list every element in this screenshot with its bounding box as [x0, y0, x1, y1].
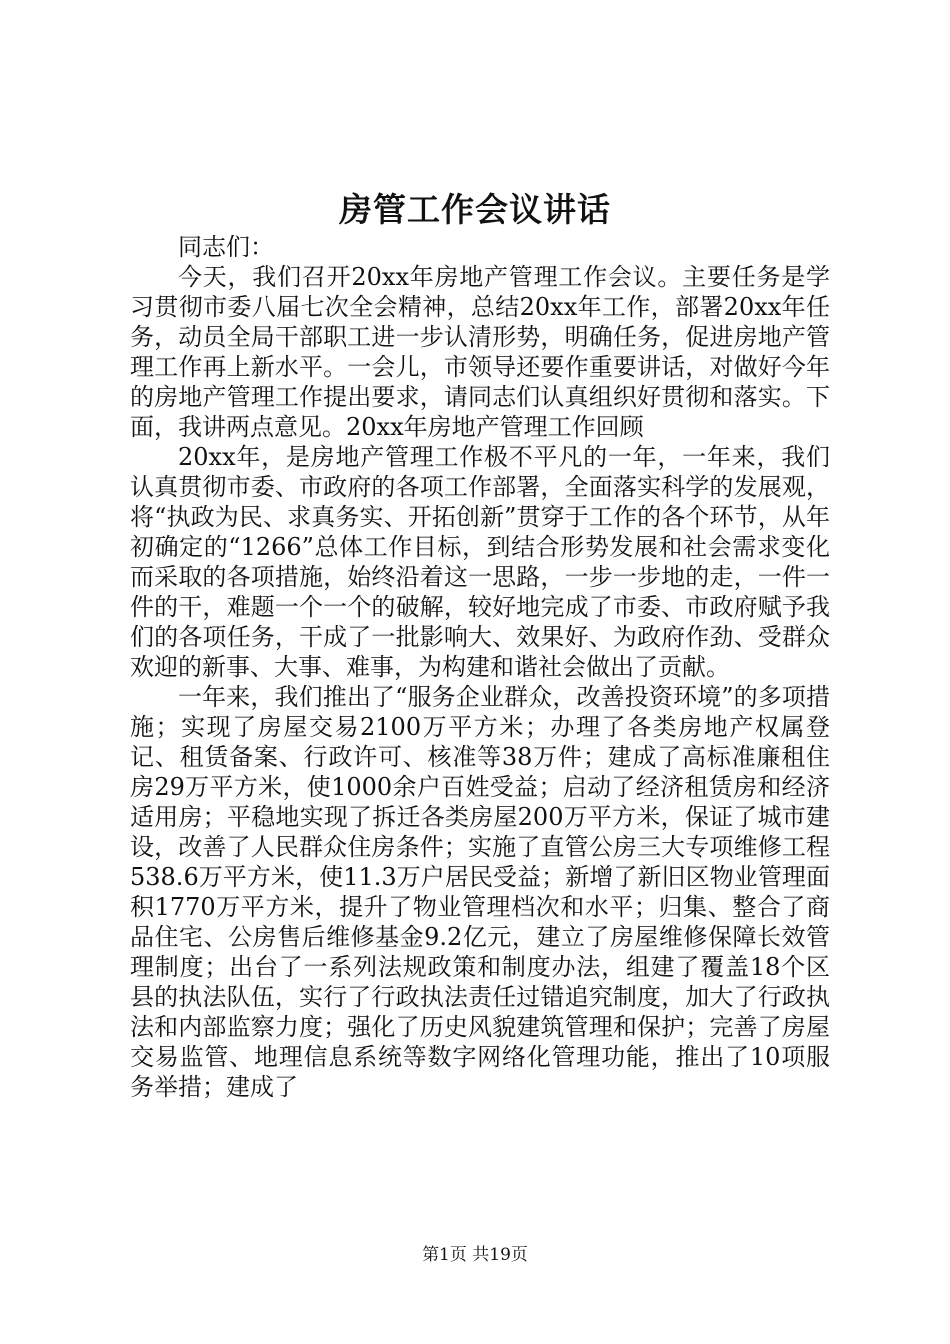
body-paragraph: 20xx年，是房地产管理工作极不平凡的一年，一年来，我们认真贯彻市委、市政府的各项工作部署，全面落实科学的发展观，将“执政为民、求真务实、开拓创新”贯穿于工作的各个环节，从年初确定的“1266”总体工作目标，到结合形势发展和社会需求变化而采取的各项措施，始终沿着这一思路，一步一步地的走，一件一件的干，难题一个一个的破解，较好地完成了市委、市政府赋予我们的各项任务，干成了一批影响大、效果好、为政府作劲、受群众欢迎的新事、大事、难事，为构建和谐社会做出了贡献。 [130, 443, 830, 681]
salutation-paragraph: 同志们： [178, 233, 274, 261]
body-paragraph: 今天，我们召开20xx年房地产管理工作会议。主要任务是学习贯彻市委八届七次全会精神，总结20xx年工作，部署20xx年任务，动员全局干部职工进一步认清形势，明确任务，促进房地产管理工作再上新水平。一会儿，市领导还要作重要讲话，对做好今年的房地产管理工作提出要求，请同志们认真组织好贯彻和落实。下面，我讲两点意见。20xx年房地产管理工作回顾 [130, 263, 830, 441]
body-paragraph: 一年来，我们推出了“服务企业群众，改善投资环境”的多项措施；实现了房屋交易2100万平方米；办理了各类房地产权属登记、租赁备案、行政许可、核准等38万件；建成了高标准廉租住房29万平方米，使1000余户百姓受益；启动了经济租赁房和经济适用房；平稳地实现了拆迁各类房屋200万平方米，保证了城市建设，改善了人民群众住房条件；实施了直管公房三大专项维修工程538.6万平方米，使11.3万户居民受益；新增了新旧区物业管理面积1770万平方米，提升了物业管理档次和水平；归集、整合了商品住宅、公房售后维修基金9.2亿元，建立了房屋维修保障长效管理制度；出台了一系列法规政策和制度办法，组建了覆盖18个区县的执法队伍，实行了行政执法责任过错追究制度，加大了行政执法和内部监察力度；强化了历史风貌建筑管理和保护；完善了房屋交易监管、地理信息系统等数字网络化管理功能，推出了10项服务举措；建成了 [130, 683, 830, 1101]
document-title: 房管工作会议讲话 [339, 190, 611, 229]
document-body [130, 232, 830, 1102]
page-number-footer: 第1页 共19页 [422, 1245, 528, 1265]
